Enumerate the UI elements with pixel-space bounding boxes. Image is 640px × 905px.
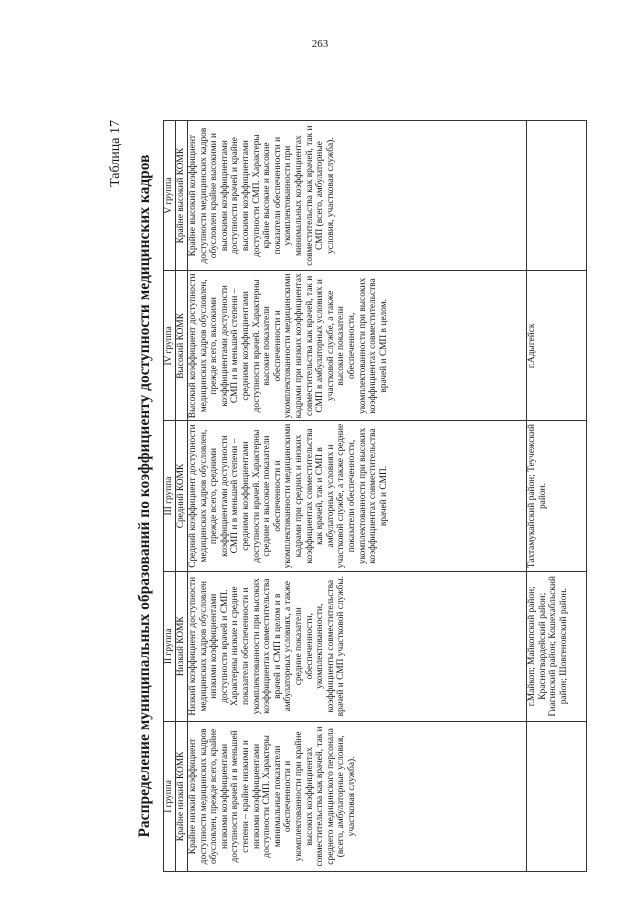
description-cell: Средний коэффициент доступности медицинских кадров обусловлен, прежде всего, средними коэффициентами доступности СМП и в меньшей степени – средними коэффициентами доступности врачей. Характерны средние и высокие показатели обеспеченности и укомплектованности медицинскими кадрами при средних и низких коэффициентах совместительства как врачей, так и СМП в амбулаторных условиях и участковой службе, а также средние показатели обеспеченности, укомплектованности при высоких коэффициентах совместительства врачей и СМП.: [188, 421, 527, 571]
description-cell: Крайне низкий коэффициент доступности медицинских кадров обусловлен, прежде всего, крайне низкими коэффициентами доступности врачей и в меньшей степени – крайне низкими и низкими коэффициентами доступности СМП. Характеры минимальные показатели обеспеченности и укомплектованности при крайне высоких коэффициентах совместительства как врачей, так и среднего медицинского персонала (всего, амбулаторные условия, участковая служба).: [188, 721, 527, 871]
group-header-cell: I группа: [164, 721, 176, 871]
distribution-table: [163, 120, 587, 872]
group-header-cell: II группа: [164, 571, 176, 721]
municipalities-cell: Тахтамукайский район; Теучежский район.: [527, 421, 587, 571]
municipalities-cell: г.Адыгейск: [527, 271, 587, 421]
municipalities-row: [527, 121, 587, 872]
page-number: 263: [311, 38, 329, 50]
level-header-cell: Крайне высокий КОМК: [176, 121, 188, 271]
group-header-cell: IV группа: [164, 271, 176, 421]
table-title: Распределение муниципальных образований по коэффициенту доступности медицинских кадров: [136, 154, 153, 838]
level-header-cell: Крайне низкий КОМК: [176, 721, 188, 871]
rotated-table-content: [108, 120, 608, 872]
table-label: Таблица 17: [108, 120, 123, 187]
level-header-cell: Средний КОМК: [176, 421, 188, 571]
level-header-row: [176, 121, 188, 872]
description-cell: Высокий коэффициент доступности медицинских кадров обусловлен, прежде всего, высокими коэффициентами доступности СМП и в меньшей степени – средними коэффициентами доступности врачей. Характерны высокие показатели обеспеченности и укомплектованности медицинскими кадрами при низких коэффициентах совместительства как врачей, так и СМП в амбулаторных условиях и участковой службе, а также высокие показатели обеспеченности, укомплектованности при высоких коэффициентах совместительства врачей и СМП в целом.: [188, 271, 527, 421]
municipalities-cell: [527, 721, 587, 871]
level-header-cell: Низкий КОМК: [176, 571, 188, 721]
description-row: [188, 121, 527, 872]
description-cell: Низкий коэффициент доступности медицинских кадров обусловлен низкими коэффициентами доступности врачей и СМП. Характерны низкие и средние показатели обеспеченности и укомплектованности при высоких коэффициентах совместительства врачей и СМП в целом и в амбулаторных условиях, а также средние показатели обеспеченности, укомплектованности, коэффициенты совместительства врачей и СМП участковой службы.: [188, 571, 527, 721]
level-header-cell: Высокий КОМК: [176, 271, 188, 421]
municipalities-cell: [527, 121, 587, 271]
municipalities-cell: г.Майкоп; Майкопский район; Красногвардейский район; Гиагинский район; Кошехабльский район; Шовгеновский район.: [527, 571, 587, 721]
group-header-row: [164, 121, 176, 872]
description-cell: Крайне высокий коэффициент доступности медицинских кадров обусловлен крайне высокими и высокими коэффициентами доступности врачей и крайне высокими коэффициентами доступности СМП. Характеры крайне высокие и высокие показатели обеспеченности и укомплектованности при минимальных коэффициентах совместительства как врачей, так и СМП (всего, амбулаторные условия, участковая служба).: [188, 121, 527, 271]
group-header-cell: III группа: [164, 421, 176, 571]
group-header-cell: V группа: [164, 121, 176, 271]
